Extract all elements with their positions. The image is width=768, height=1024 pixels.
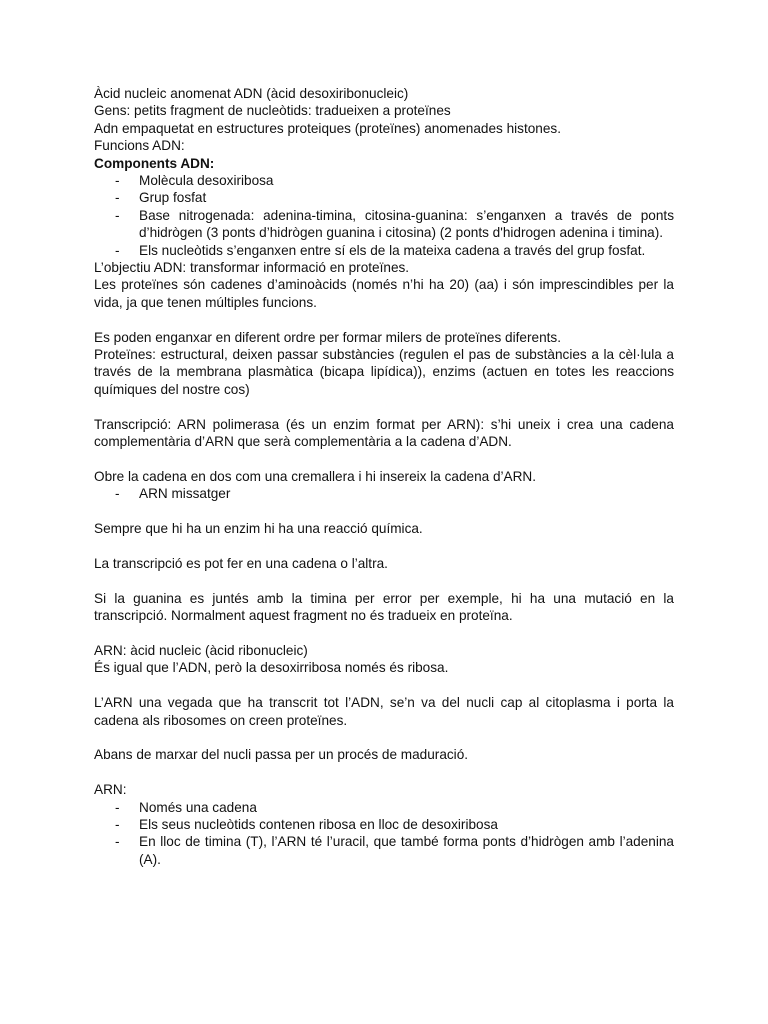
- list-item: - Només una cadena: [115, 799, 257, 815]
- arn-missatger-list: [94, 485, 674, 502]
- list-item: - Els seus nucleòtids contenen ribosa en lloc de desoxiribosa: [115, 816, 498, 832]
- dash-bullet: -: [115, 242, 120, 258]
- components-heading: Components ADN:: [94, 155, 215, 171]
- paragraph-proteines-cadenes: Les proteïnes són cadenes d’aminoàcids (només n’hi ha 20) (aa) i són imprescindibles per la vida, ja que tenen múltiples funcions.: [94, 277, 674, 310]
- arn-list: [94, 799, 674, 869]
- arn-heading: ARN:: [94, 782, 127, 798]
- paragraph-proteines-funcions: Proteïnes: estructural, deixen passar substàncies (regulen el pas de substàncies a la cèl·lula a través de la membrana plasmàtica (bicapa lipídica)), enzims (actuen en totes les reaccions químiques del nostre cos): [94, 347, 674, 397]
- line-funcions: Funcions ADN:: [94, 138, 185, 154]
- line-arn-igual: És igual que l’ADN, però la desoxirribosa només és ribosa.: [94, 660, 449, 676]
- list-item: - Molècula desoxiribosa: [115, 173, 274, 189]
- line-arn-def: ARN: àcid nucleic (àcid ribonucleic): [94, 642, 308, 658]
- paragraph-sempre: Sempre que hi ha un enzim hi ha una reacció química.: [94, 521, 423, 537]
- paragraph-obre: Obre la cadena en dos com una cremallera i hi insereix la cadena d’ARN.: [94, 468, 537, 484]
- line-acid-nucleic: Àcid nucleic anomenat ADN (àcid desoxiribonucleic): [94, 86, 409, 101]
- paragraph-maduracio: Abans de marxar del nucli passa per un procés de maduració.: [94, 747, 469, 763]
- dash-bullet: -: [115, 190, 120, 206]
- dash-bullet: -: [115, 816, 120, 832]
- paragraph-transcripcio: Transcripció: ARN polimerasa (és un enzim format per ARN): s’hi uneix i crea una cadena complementària d’ARN que serà complementària a la cadena d’ADN.: [94, 416, 674, 450]
- list-item: - En lloc de timina (T), l’ARN té l’uracil, que també forma ponts d’hidrògen amb l’adenina (A).: [115, 834, 674, 867]
- components-list: [94, 172, 674, 259]
- dash-bullet: -: [115, 207, 120, 223]
- dash-bullet: -: [115, 799, 120, 815]
- line-histones: Adn empaquetat en estructures proteiques (proteïnes) anomenades histones.: [94, 120, 562, 136]
- paragraph-arn-nucli: L’ARN una vegada que ha transcrit tot l’ADN, se’n va del nucli cap al citoplasma i porta la cadena als ribosomes on creen proteïnes.: [94, 695, 674, 728]
- list-item: - Grup fosfat: [115, 190, 207, 206]
- document-page: [94, 85, 674, 868]
- dash-bullet: -: [115, 173, 120, 189]
- dash-bullet: -: [115, 834, 120, 850]
- paragraph-enganxar: Es poden enganxar en diferent ordre per formar milers de proteïnes diferents.: [94, 329, 561, 345]
- line-objectiu: L’objectiu ADN: transformar informació en proteïnes.: [94, 260, 410, 276]
- dash-bullet: -: [115, 486, 120, 502]
- list-item: - Els nucleòtids s’enganxen entre sí els de la mateixa cadena a través del grup fosfat.: [115, 242, 646, 258]
- list-item: - ARN missatger: [115, 486, 231, 502]
- paragraph-mutacio: Si la guanina es juntés amb la timina per error per exemple, hi ha una mutació en la transcripció. Normalment aquest fragment no és tradueix en proteïna.: [94, 590, 674, 624]
- line-gens: Gens: petits fragment de nucleòtids: tradueixen a proteïnes: [94, 103, 451, 119]
- list-item: - Base nitrogenada: adenina-timina, citosina-guanina: s’enganxen a través de ponts d’hidrògen (3 ponts d’hidrògen guanina i citosina) (2 ponts d'hidrogen adenina i timina).: [115, 207, 674, 241]
- paragraph-transcripcio-cadena: La transcripció es pot fer en una cadena o l’altra.: [94, 555, 388, 571]
